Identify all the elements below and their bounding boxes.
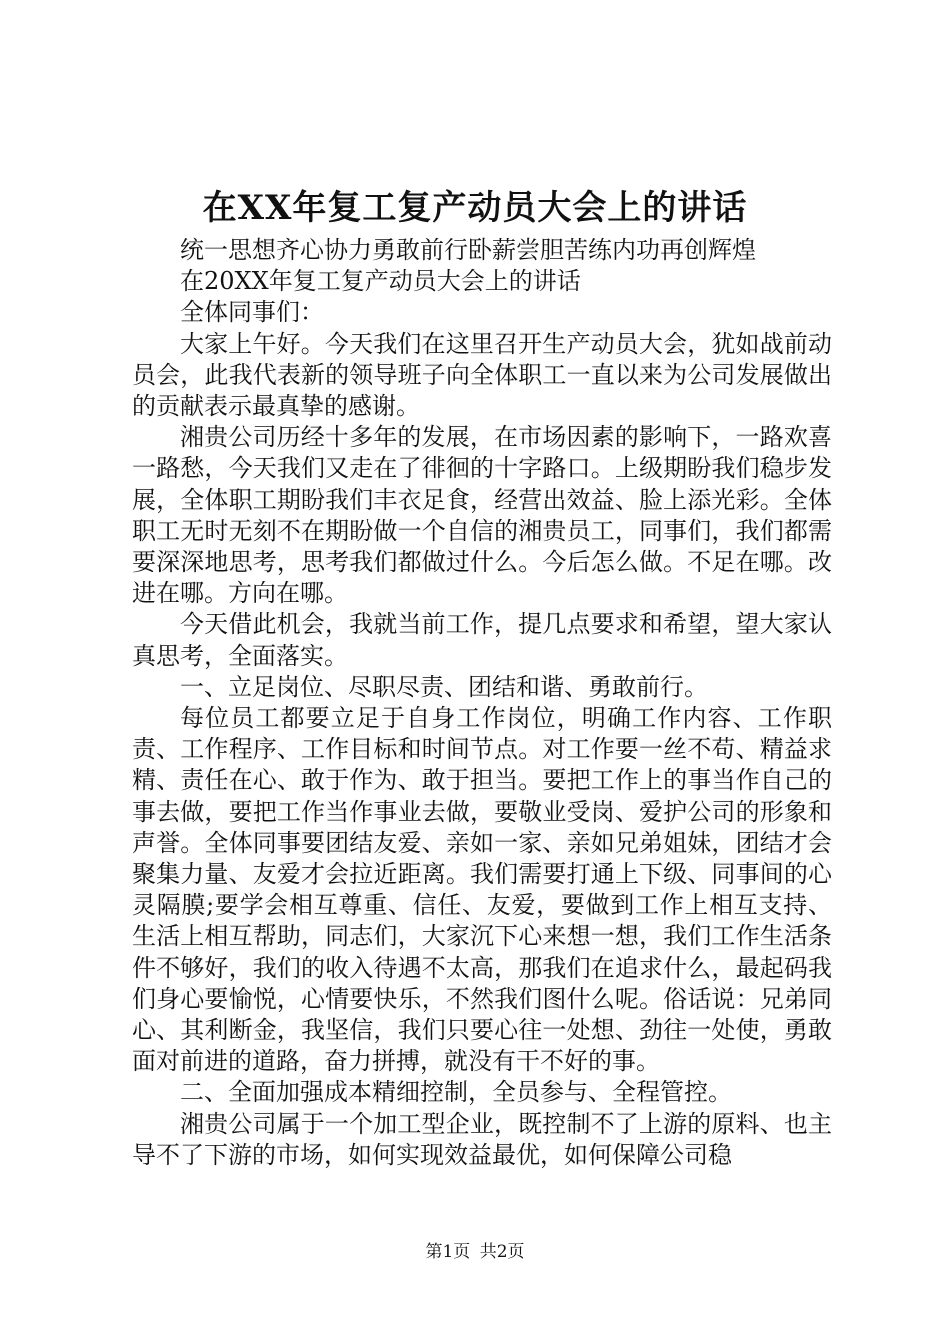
- subtitle-speech: 在20XX年复工复产动员大会上的讲话: [180, 267, 581, 296]
- body-paragraph: 湘贵公司属于一个加工型企业，既控制不了上游的原料、也主导不了下游的市场，如何实现效益最优，如何保障公司稳: [132, 1109, 832, 1169]
- document-title: 在XX年复工复产动员大会上的讲话: [202, 188, 748, 228]
- body-paragraph: 每位员工都要立足于自身工作岗位，明确工作内容、工作职责、工作程序、工作目标和时间节点。对工作要一丝不苟、精益求精、责任在心、敢于作为、敢于担当。要把工作上的事当作自己的事去做，要把工作当作事业去做，要敬业受岗、爱护公司的形象和声誉。全体同事要团结友爱、亲如一家、亲如兄弟姐妹，团结才会聚集力量、友爱才会拉近距离。我们需要打通上下级、同事间的心灵隔膜;要学会相互尊重、信任、友爱，要做到工作上相互支持、生活上相互帮助，同志们，大家沉下心来想一想，我们工作生活条件不够好，我们的收入待遇不太高，那我们在追求什么，最起码我们身心要愉悦，心情要快乐，不然我们图什么呢。俗话说：兄弟同心、其利断金，我坚信，我们只要心往一处想、劲往一处使，勇敢面对前进的道路，奋力拼搏，就没有干不好的事。: [132, 704, 832, 1076]
- section-heading: 一、立足岗位、尽职尽责、团结和谐、勇敢前行。: [180, 672, 708, 701]
- subtitle-slogan: 统一思想齐心协力勇敢前行卧薪尝胆苦练内功再创辉煌: [180, 236, 756, 264]
- document-body: [132, 235, 832, 1171]
- salutation: 全体同事们：: [180, 298, 324, 327]
- body-paragraph: 大家上午好。今天我们在这里召开生产动员大会，犹如战前动员会，此我代表新的领导班子向全体职工一直以来为公司发展做出的贡献表示最真挚的感谢。: [132, 329, 832, 421]
- page-footer: 第1页 共2页: [425, 1242, 525, 1262]
- section-heading: 二、全面加强成本精细控制，全员参与、全程管控。: [180, 1078, 732, 1107]
- body-paragraph: 今天借此机会，我就当前工作，提几点要求和希望，望大家认真思考，全面落实。: [132, 610, 832, 670]
- body-paragraph: 湘贵公司历经十多年的发展，在市场因素的影响下，一路欢喜一路愁，今天我们又走在了徘徊的十字路口。上级期盼我们稳步发展，全体职工期盼我们丰衣足食，经营出效益、脸上添光彩。全体职工无时无刻不在期盼做一个自信的湘贵员工，同事们，我们都需要深深地思考，思考我们都做过什么。今后怎么做。不足在哪。改进在哪。方向在哪。: [132, 423, 832, 608]
